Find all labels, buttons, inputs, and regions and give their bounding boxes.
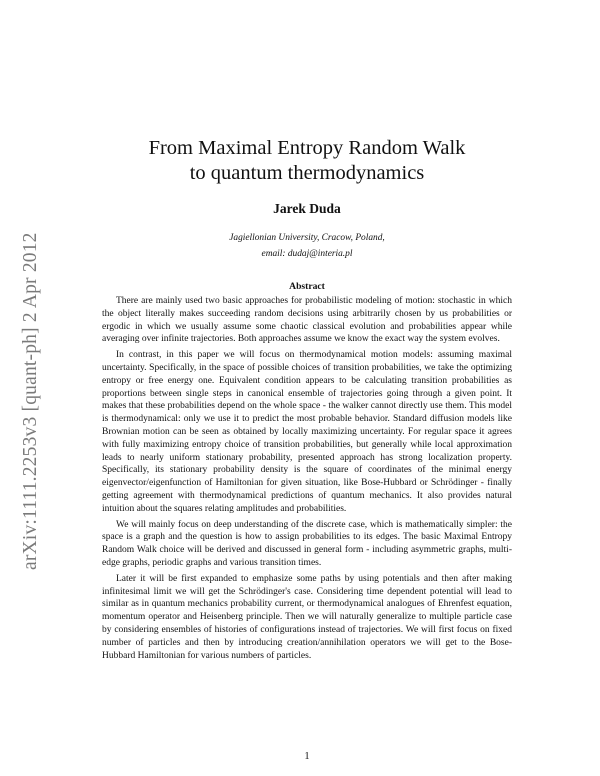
arxiv-identifier: arXiv:1111.2253v3 [quant-ph] 2 Apr 2012 <box>20 232 41 570</box>
abstract-paragraph: Later it will be first expanded to emphasize some paths by using potentials and then after making infinitesimal limit we will get the Schrödinger's case. Considering time dependent potential will lead to similar as in quantum mechanics probability current, or thermodynamical analogues of Ehrenfest equation, momentum operator and Heisenberg principle. Then we will naturally generalize to multiple particle case by considering ensembles of histories of configurations instead of trajectories. We will first focus on fixed number of particles and then by introducing creation/annihilation operators we will get to the Bose-Hubbard Hamiltonian for various numbers of particles. <box>102 573 512 661</box>
author-affiliation <box>102 230 512 262</box>
author-name: Jarek Duda <box>273 201 341 216</box>
author-email: email: dudaj@interia.pl <box>261 249 353 259</box>
page-number: 1 <box>304 751 310 762</box>
paper-page <box>102 0 512 776</box>
affiliation-line: Jagiellonian University, Cracow, Poland, <box>229 233 385 243</box>
title-line-1: From Maximal Entropy Random Walk <box>148 137 466 159</box>
abstract-body <box>102 295 512 665</box>
abstract-heading: Abstract <box>289 281 325 292</box>
title-line-2: to quantum thermodynamics <box>189 162 425 184</box>
abstract-paragraph: In contrast, in this paper we will focus on thermodynamical motion models: assuming maximal uncertainty. Specifically, in the space of possible choices of transition probabilities, we take the optimizing entropy or free energy one. Equivalent condition appears to be calculating transition probabilities as proportions between single steps in canonical ensemble of trajectories going through a given point. It makes that these probabilities depend on the whole space - the walker cannot directly use them. This model is thermodynamical: only we use it to predict the most probable behavior. Standard diffusion models like Brownian motion can be seen as obtained by locally maximizing uncertainty. For regular space it agrees with fully maximizing entropy choice of transition probabilities, but generally while local approximation leads to nearly uniform stationary probability, presented approach has strong localization property. Specifically, its stationary probability density is the square of coordinates of the minimal energy eigenvector/eigenfunction of Hamiltonian for given situation, like Bose-Hubbard or Schrödinger - finally getting agreement with thermodynamical predictions of quantum mechanics. It also provides natural intuition about the squares relating amplitudes and probabilities. <box>102 350 512 514</box>
paper-title <box>102 136 512 186</box>
abstract-paragraph: There are mainly used two basic approaches for probabilistic modeling of motion: stochastic in which the object literally makes succeeding random decisions using arbitrarily chosen by us probabilities or ergodic in which we usually assume some chaotic classical evolution and probabilities appear while averaging over infinite trajectories. Both approaches assume we know the exact way the system evolves. <box>102 296 512 345</box>
abstract-paragraph: We will mainly focus on deep understanding of the discrete case, which is mathematically simpler: the space is a graph and the question is how to assign probabilities to its edges. The basic Maximal Entropy Random Walk choice will be derived and discussed in general form - including asymmetric graphs, multi-edge graphs, periodic graphs and various transition times. <box>102 519 512 568</box>
